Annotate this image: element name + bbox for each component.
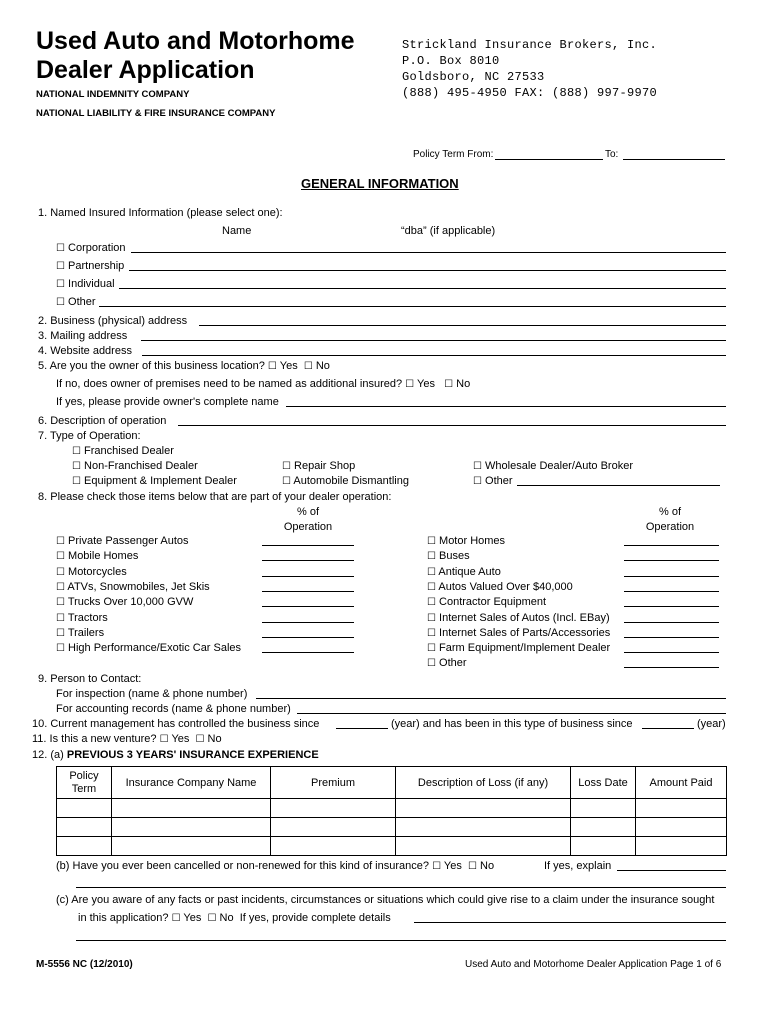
q8-item[interactable] [427, 566, 501, 579]
claim-details-field[interactable] [414, 922, 726, 923]
policy-term-from-label: Policy Term From: [413, 149, 494, 160]
checkbox-empty-icon[interactable]: ☐ [56, 581, 65, 593]
yes-label: Yes [171, 733, 190, 745]
company-name-1: NATIONAL INDEMNITY COMPANY [36, 89, 190, 100]
other-name-field[interactable] [99, 306, 726, 307]
checkbox-empty-icon[interactable]: ☐ [72, 446, 81, 457]
cancelled-explain-field-2[interactable] [76, 887, 726, 888]
broker-city: Goldsboro, NC 27533 [402, 70, 545, 84]
checkbox-empty-icon[interactable]: ☐ [56, 297, 65, 308]
q8-item[interactable] [427, 657, 467, 670]
option-label: Automobile Dismantling [293, 475, 409, 487]
broker-po-box: P.O. Box 8010 [402, 54, 500, 68]
q6-label: 6. Description of operation [38, 415, 167, 427]
q8-item-label: Internet Sales of Parts/Accessories [439, 626, 611, 639]
pct-header-line1: % of [658, 506, 681, 518]
checkbox-empty-icon[interactable]: ☐ [56, 597, 65, 609]
pct-operation-field[interactable] [262, 591, 354, 592]
pct-header-right [624, 506, 716, 534]
checkbox-empty-icon[interactable]: ☐ [427, 551, 436, 563]
website-address-field[interactable] [142, 355, 726, 356]
q8-item-label: Antique Auto [438, 565, 501, 578]
q12b-explain-label: If yes, explain [544, 860, 612, 872]
q8-item[interactable] [56, 581, 210, 594]
checkbox-empty-icon[interactable]: ☐ [427, 597, 436, 609]
q3-label: 3. Mailing address [38, 330, 128, 342]
checkbox-empty-icon[interactable]: ☐ [267, 361, 277, 372]
q8-item-label: ATVs, Snowmobiles, Jet Skis [67, 580, 210, 593]
q10-label-part3: (year) [697, 718, 726, 730]
q8-item-label: Other [439, 657, 467, 670]
policy-term-to-field[interactable] [623, 159, 725, 160]
header-description-of-loss: Description of Loss (if any) [396, 767, 571, 799]
q12-title: PREVIOUS 3 YEARS' INSURANCE EXPERIENCE [66, 749, 319, 761]
no-label: No [219, 912, 234, 924]
section-title: GENERAL INFORMATION [301, 176, 459, 191]
q8-label: 8. Please check those items below that are part of your dealer operation: [38, 491, 392, 503]
no-label: No [315, 360, 330, 372]
inspection-contact-field[interactable] [256, 698, 726, 699]
yes-label: Yes [279, 360, 298, 372]
q5b-label: If no, does owner of premises need to be named as additional insured? [56, 378, 403, 390]
q7-repair[interactable] [282, 460, 355, 473]
q8-item[interactable] [427, 581, 573, 594]
q4-label: 4. Website address [38, 345, 132, 357]
checkbox-empty-icon[interactable]: ☐ [56, 261, 65, 272]
header-insurance-company: Insurance Company Name [112, 767, 271, 799]
q12c-row2 [78, 912, 391, 925]
no-label: No [480, 860, 495, 872]
header-premium: Premium [271, 767, 396, 799]
q2-label: 2. Business (physical) address [38, 315, 188, 327]
checkbox-empty-icon[interactable]: ☐ [405, 379, 415, 390]
option-label: Non-Franchised Dealer [84, 460, 198, 472]
title-line-2: Dealer Application [36, 56, 255, 84]
pct-operation-field[interactable] [262, 545, 354, 546]
q9-accounting-label: For accounting records (name & phone number) [56, 703, 291, 715]
checkbox-empty-icon[interactable]: ☐ [195, 734, 205, 745]
q5c-label: If yes, please provide owner's complete name [56, 396, 279, 408]
broker-phone: (888) 495-4950 FAX: (888) 997-9970 [402, 86, 658, 100]
q1-option-other[interactable] [56, 296, 96, 309]
checkbox-empty-icon[interactable]: ☐ [56, 243, 65, 254]
checkbox-empty-icon[interactable]: ☐ [303, 361, 313, 372]
q1-option-partnership[interactable] [56, 260, 124, 273]
pct-operation-field[interactable] [262, 606, 354, 607]
checkbox-empty-icon[interactable]: ☐ [56, 612, 65, 624]
pct-operation-field[interactable] [624, 652, 719, 653]
q8-item-label: Trailers [67, 626, 105, 639]
q8-item-label: Private Passenger Autos [68, 535, 189, 547]
q8-item[interactable] [427, 642, 610, 655]
operation-other-field[interactable] [517, 485, 720, 486]
no-label: No [207, 733, 222, 745]
partnership-field[interactable] [129, 270, 726, 271]
q8-item-label: Autos Valued Over $40,000 [438, 580, 573, 593]
option-label: Individual [68, 278, 115, 290]
header-amount-paid: Amount Paid [636, 767, 727, 799]
pct-operation-field[interactable] [624, 591, 719, 592]
q8-item[interactable] [56, 596, 193, 609]
q11-label: 11. Is this a new venture? [32, 733, 157, 745]
checkbox-empty-icon[interactable]: ☐ [56, 536, 65, 547]
q12b-row [56, 860, 494, 873]
pct-header-left [262, 506, 354, 534]
business-address-field[interactable] [199, 325, 726, 326]
q8-item[interactable] [427, 596, 546, 609]
pct-operation-field[interactable] [624, 606, 719, 607]
q5b-row [56, 378, 470, 391]
checkbox-empty-icon[interactable]: ☐ [427, 627, 436, 639]
insurance-history-table [56, 766, 727, 856]
checkbox-empty-icon[interactable]: ☐ [72, 476, 81, 487]
broker-name: Strickland Insurance Brokers, Inc. [402, 38, 658, 52]
q12c-label: in this application? [78, 912, 169, 924]
form-number: M-5556 NC (12/2010) [36, 959, 133, 970]
q8-item-label: High Performance/Exotic Car Sales [68, 642, 242, 655]
q8-item[interactable] [427, 535, 505, 548]
pct-operation-field[interactable] [624, 545, 719, 546]
q1-name-header: Name [222, 225, 252, 237]
checkbox-empty-icon[interactable]: ☐ [282, 461, 291, 472]
option-label: Franchised Dealer [84, 445, 174, 457]
checkbox-empty-icon[interactable]: ☐ [473, 461, 482, 472]
q7-equipment[interactable] [72, 475, 237, 488]
claim-details-field-2[interactable] [76, 940, 726, 941]
checkbox-empty-icon[interactable]: ☐ [56, 551, 65, 563]
checkbox-empty-icon[interactable]: ☐ [427, 612, 436, 624]
header-loss-date: Loss Date [571, 767, 636, 799]
option-label: Other [485, 475, 513, 487]
form-title [36, 27, 355, 85]
option-label: Corporation [68, 242, 126, 254]
pct-operation-field[interactable] [624, 560, 719, 561]
q8-item-label: Motor Homes [439, 535, 506, 547]
owner-name-field[interactable] [286, 406, 726, 407]
checkbox-empty-icon[interactable]: ☐ [427, 581, 436, 593]
q7-label: 7. Type of Operation: [38, 430, 141, 442]
yes-label: Yes [443, 860, 462, 872]
q9-label: 9. Person to Contact: [38, 673, 142, 685]
q12-heading [32, 749, 319, 762]
accounting-contact-field[interactable] [297, 713, 726, 714]
q12c-details-label: If yes, provide complete details [239, 912, 391, 924]
q8-item[interactable] [427, 550, 470, 563]
table-row [57, 799, 727, 818]
company-name-2: NATIONAL LIABILITY & FIRE INSURANCE COMPANY [36, 108, 276, 119]
q1-dba-header: “dba” (if applicable) [401, 225, 496, 237]
checkbox-empty-icon[interactable]: ☐ [72, 461, 81, 472]
q5-label: 5. Are you the owner of this business location? [38, 360, 265, 372]
table-row [57, 818, 727, 837]
q8-item[interactable] [56, 550, 138, 563]
pct-operation-field[interactable] [262, 622, 354, 623]
policy-term-to-label: To: [605, 149, 619, 160]
checkbox-empty-icon[interactable]: ☐ [427, 536, 436, 547]
checkbox-empty-icon[interactable]: ☐ [473, 476, 482, 487]
q8-item[interactable] [56, 535, 189, 548]
checkbox-empty-icon[interactable]: ☐ [56, 566, 65, 578]
checkbox-empty-icon[interactable]: ☐ [432, 861, 442, 872]
pct-operation-field[interactable] [624, 637, 719, 638]
cancelled-explain-field[interactable] [617, 870, 726, 871]
checkbox-empty-icon[interactable]: ☐ [159, 734, 169, 745]
checkbox-empty-icon[interactable]: ☐ [171, 913, 181, 924]
pct-header-line2: Operation [645, 521, 695, 533]
q7-dismantling[interactable] [282, 475, 409, 488]
q8-item-label: Farm Equipment/Implement Dealer [439, 642, 611, 655]
description-of-operation-field[interactable] [178, 425, 726, 426]
checkbox-empty-icon[interactable]: ☐ [56, 643, 65, 655]
yes-label: Yes [417, 378, 435, 390]
option-label: Repair Shop [294, 460, 356, 472]
checkbox-empty-icon[interactable]: ☐ [467, 861, 477, 872]
pct-operation-field[interactable] [624, 622, 719, 623]
q8-item[interactable] [56, 566, 127, 579]
mailing-address-field[interactable] [141, 340, 726, 341]
q1-option-individual[interactable] [56, 278, 115, 291]
checkbox-empty-icon[interactable]: ☐ [427, 643, 436, 655]
yes-label: Yes [183, 912, 202, 924]
option-label: Partnership [68, 260, 125, 272]
option-label: Equipment & Implement Dealer [84, 475, 237, 487]
q7-wholesale[interactable] [473, 460, 633, 473]
checkbox-empty-icon[interactable]: ☐ [207, 913, 217, 924]
table-header-row [57, 767, 727, 799]
q12c-line1: (c) Are you aware of any facts or past incidents, circumstances or situations which could give rise to a claim under the insurance sought [56, 894, 715, 906]
q12b-label: (b) Have you ever been cancelled or non-renewed for this kind of insurance? [56, 860, 429, 872]
q8-item[interactable] [427, 627, 610, 640]
no-label: No [456, 378, 471, 390]
pct-operation-field[interactable] [624, 576, 719, 577]
checkbox-empty-icon[interactable]: ☐ [282, 476, 291, 487]
q8-item-label: Motorcycles [68, 565, 127, 578]
business-since-field[interactable] [642, 728, 694, 729]
q8-item[interactable] [427, 612, 610, 625]
q10-label-part2: (year) and has been in this type of business since [391, 718, 633, 730]
pct-header-line2: Operation [283, 521, 333, 533]
checkbox-empty-icon[interactable]: ☐ [427, 566, 436, 578]
policy-term-from-field[interactable] [495, 159, 603, 160]
individual-field[interactable] [119, 288, 726, 289]
checkbox-empty-icon[interactable]: ☐ [427, 658, 436, 670]
q8-item[interactable] [56, 642, 241, 655]
table-row [57, 837, 727, 856]
header-policy-term: Policy Term [57, 767, 112, 799]
pct-operation-field[interactable] [262, 560, 354, 561]
pct-header-line1: % of [296, 506, 319, 518]
q8-item[interactable] [56, 612, 108, 625]
q7-franchised[interactable] [72, 445, 174, 458]
q7-non-franchised[interactable] [72, 460, 198, 473]
title-line-1: Used Auto and Motorhome [36, 27, 355, 55]
q8-item-label: Mobile Homes [68, 550, 139, 563]
q7-other[interactable] [473, 475, 513, 488]
q10-label-part1: 10. Current management has controlled the business since [32, 718, 320, 730]
q8-item-label: Buses [439, 550, 470, 563]
q11-row [32, 733, 222, 746]
q8-item-label: Internet Sales of Autos (Incl. EBay) [439, 611, 610, 624]
pct-operation-field[interactable] [262, 652, 354, 653]
q1-option-corporation[interactable] [56, 242, 126, 255]
q8-item-label: Tractors [67, 611, 108, 624]
pct-operation-field[interactable] [262, 637, 354, 638]
pct-operation-field[interactable] [262, 576, 354, 577]
broker-address [402, 37, 657, 101]
q1-label: 1. Named Insured Information (please select one): [38, 207, 283, 219]
q8-item[interactable] [56, 627, 104, 640]
corporation-field[interactable] [131, 252, 726, 253]
q5-row [38, 360, 330, 373]
option-label: Wholesale Dealer/Auto Broker [485, 460, 633, 472]
q9-inspection-label: For inspection (name & phone number) [56, 688, 248, 700]
pct-operation-field[interactable] [624, 667, 719, 668]
q12-number: 12. (a) [32, 749, 64, 761]
page-footer: Used Auto and Motorhome Dealer Application Page 1 of 6 [465, 959, 722, 970]
checkbox-empty-icon[interactable]: ☐ [444, 379, 454, 390]
management-since-field[interactable] [336, 728, 388, 729]
option-label: Other [68, 296, 96, 308]
q8-item-label: Trucks Over 10,000 GVW [67, 596, 194, 609]
checkbox-empty-icon[interactable]: ☐ [56, 627, 65, 639]
q8-item-label: Contractor Equipment [439, 596, 547, 609]
checkbox-empty-icon[interactable]: ☐ [56, 279, 65, 290]
